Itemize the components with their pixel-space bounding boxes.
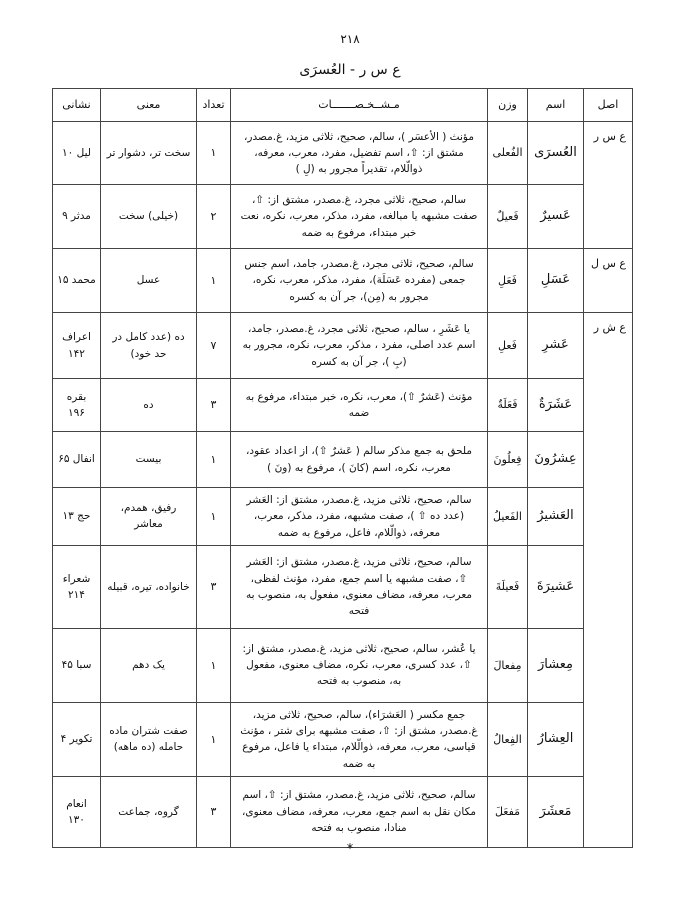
spec-cell: سالم، صحیح، ثلاثی مجرد، غ.مصدر، جامد، اسم جنس جمعی (مفرده عَسَلَة)، مفرد، مذکر، معرب، نکره، مجرور به (مِن)، جر آن به کسره (231, 249, 488, 313)
noun-cell: عَشیرَةَ (528, 545, 584, 628)
noun-cell: العِشارُ (528, 702, 584, 776)
table-row (53, 185, 633, 249)
header-spec: مـشــخـصـــــــات (231, 89, 488, 122)
wazn-cell: مَفعَلَ (488, 776, 528, 847)
header-row (53, 89, 633, 122)
count-cell: ۱ (197, 488, 231, 546)
table-row (53, 776, 633, 847)
spec-cell: مؤنث ( الأعسَر )، سالم، صحیح، ثلاثی مزید، غ.مصدر، مشتق از: ⇧، اسم تفضیل، مفرد، معرب، معرفه، ذوالّلام، تقدیراً مجرور به (لِ ) (231, 122, 488, 185)
noun-cell: العَشیرُ (528, 488, 584, 546)
count-cell: ۲ (197, 185, 231, 249)
wazn-cell: فَعیلَةَ (488, 545, 528, 628)
reference-cell: تکویر ۴ (53, 702, 101, 776)
page-title: ع س ر - العُسرَی (299, 62, 401, 78)
meaning-cell: رفیق، همدم، معاشر (101, 488, 197, 546)
count-cell: ۱ (197, 702, 231, 776)
count-cell: ۳ (197, 776, 231, 847)
root-cell: ع س ر (584, 122, 633, 249)
meaning-cell: سخت تر، دشوار تر (101, 122, 197, 185)
wazn-cell: فِعلُونَ (488, 432, 528, 488)
table-row (53, 545, 633, 628)
meaning-cell: (خیلی) سخت (101, 185, 197, 249)
table-row (53, 122, 633, 185)
lexicon-table (52, 88, 633, 848)
reference-cell: انعام ۱۳۰ (53, 776, 101, 847)
spec-cell: جمع مکسر ( العَشرَاء)، سالم، صحیح، ثلاثی مزید، غ.مصدر، مشتق از: ⇧، صفت مشبهه برای شتر ، مؤنث قیاسی، معرب، معرفه، ذوالّلام، مبتداء یا فاعل، مرفوع به ضمه (231, 702, 488, 776)
wazn-cell: مِفعالَ (488, 628, 528, 702)
header-noun: اسم (528, 89, 584, 122)
table-row (53, 432, 633, 488)
table-row (53, 379, 633, 432)
count-cell: ۳ (197, 545, 231, 628)
wazn-cell: الفُعلی (488, 122, 528, 185)
header-root: اصل (584, 89, 633, 122)
header-count: تعداد (197, 89, 231, 122)
wazn-cell: فَعیلٌ (488, 185, 528, 249)
count-cell: ۳ (197, 379, 231, 432)
header-ref: نشانی (53, 89, 101, 122)
table-row (53, 702, 633, 776)
table-row (53, 249, 633, 313)
footer-asterisk: * (346, 842, 354, 857)
spec-cell: یا عُشر، سالم، صحیح، ثلاثی مزید، غ.مصدر، مشتق از: ⇧، عدد کسری، معرب، نکره، مضاف معنوی، مفعول به، منصوب به فتحه (231, 628, 488, 702)
noun-cell: عِشرُونَ (528, 432, 584, 488)
spec-cell: سالم، صحیح، ثلاثی مجرد، غ.مصدر، مشتق از: ⇧، صفت مشبهه یا مبالغه، مفرد، مذکر، معرب، نکره، نعت خبر مبتداء، مرفوع به ضمه (231, 185, 488, 249)
meaning-cell: بیست (101, 432, 197, 488)
meaning-cell: خانواده، تیره، قبیله (101, 545, 197, 628)
noun-cell: مِعشارَ (528, 628, 584, 702)
spec-cell: یا عَشَرِ ، سالم، صحیح، ثلاثی مجرد، غ.مصدر، جامد، اسم عدد اصلی، مفرد ، مذکر، معرب، نکره، مجرور به (بِ )، جر آن به کسره (231, 313, 488, 379)
count-cell: ۱ (197, 249, 231, 313)
noun-cell: عَشرِ (528, 313, 584, 379)
noun-cell: عَشَرَةٌ (528, 379, 584, 432)
reference-cell: انفال ۶۵ (53, 432, 101, 488)
meaning-cell: گروه، جماعت (101, 776, 197, 847)
reference-cell: اعراف ۱۴۲ (53, 313, 101, 379)
reference-cell: محمد ۱۵ (53, 249, 101, 313)
meaning-cell: صفت شتران ماده حامله (ده ماهه) (101, 702, 197, 776)
spec-cell: سالم، صحیح، ثلاثی مزید، غ.مصدر، مشتق از: ⇧، اسم مکان نقل به اسم جمع، معرب، معرفه، مضاف معنوی، منادا، منصوب به فتحه (231, 776, 488, 847)
noun-cell: العُسرَی (528, 122, 584, 185)
root-cell: ع س ل (584, 249, 633, 313)
root-cell: ع ش ر (584, 313, 633, 848)
table-row (53, 313, 633, 379)
spec-cell: سالم، صحیح، ثلاثی مزید، غ.مصدر، مشتق از: العَشر ⇧، صفت مشبهه یا اسم جمع، مفرد، مؤنث لفظی، معرب، معرفه، مضاف معنوی، مفعول به، منصوب به فتحه (231, 545, 488, 628)
reference-cell: لیل ۱۰ (53, 122, 101, 185)
reference-cell: بقره ۱۹۶ (53, 379, 101, 432)
noun-cell: عَسَلِ (528, 249, 584, 313)
count-cell: ۱ (197, 432, 231, 488)
spec-cell: سالم، صحیح، ثلاثی مزید، غ.مصدر، مشتق از: العَشر (عدد ده ⇧ )، صفت مشبهه، مفرد، مذکر، معرب، معرفه، ذوالّلام، فاعل، مرفوع به ضمه (231, 488, 488, 546)
count-cell: ۷ (197, 313, 231, 379)
table-row (53, 628, 633, 702)
meaning-cell: ده (عدد کامل در حد خود) (101, 313, 197, 379)
header-meaning: معنی (101, 89, 197, 122)
reference-cell: شعراء ۲۱۴ (53, 545, 101, 628)
page-number: ۲۱۸ (340, 32, 360, 46)
count-cell: ۱ (197, 122, 231, 185)
noun-cell: عَسیرٌ (528, 185, 584, 249)
wazn-cell: الفِعالُ (488, 702, 528, 776)
noun-cell: مَعشَرَ (528, 776, 584, 847)
table-row (53, 488, 633, 546)
meaning-cell: ده (101, 379, 197, 432)
meaning-cell: عسل (101, 249, 197, 313)
meaning-cell: یک دهم (101, 628, 197, 702)
header-wazn: وزن (488, 89, 528, 122)
spec-cell: ملحق به جمع مذکر سالم ( عَشرٌ ⇧)، از اعداد عقود، معرب، نکره، اسم (کانَ )، مرفوع به (ونَ ) (231, 432, 488, 488)
count-cell: ۱ (197, 628, 231, 702)
wazn-cell: الفَعیلُ (488, 488, 528, 546)
reference-cell: سبا ۴۵ (53, 628, 101, 702)
reference-cell: مدثر ۹ (53, 185, 101, 249)
wazn-cell: فَعَلِ (488, 249, 528, 313)
wazn-cell: فَعلِ (488, 313, 528, 379)
reference-cell: حج ۱۳ (53, 488, 101, 546)
wazn-cell: فَعَلَةٌ (488, 379, 528, 432)
spec-cell: مؤنث (عَشرٌ ⇧)، معرب، نکره، خبر مبتداء، مرفوع به ضمه (231, 379, 488, 432)
